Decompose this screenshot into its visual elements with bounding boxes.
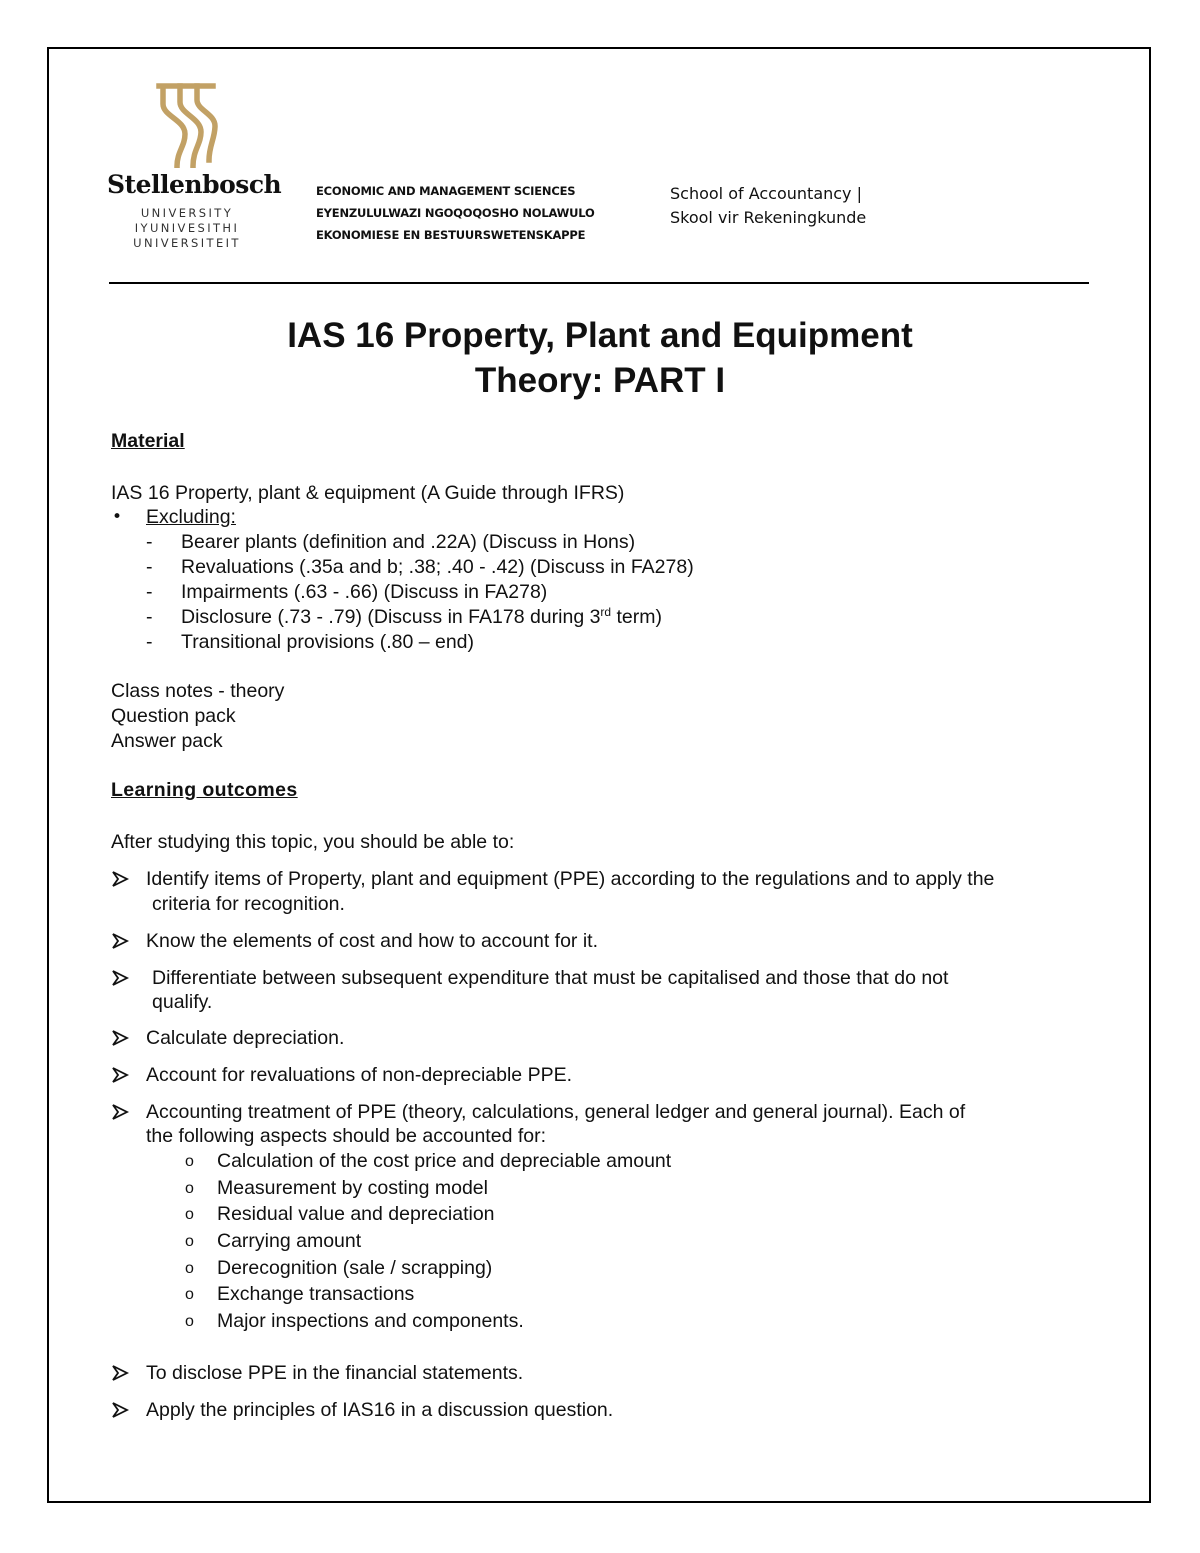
- outcome-item: Apply the principles of IAS16 in a discussion question.: [146, 1399, 614, 1421]
- resource-item: Question pack: [111, 705, 236, 727]
- dash-symbol: -: [146, 556, 153, 578]
- exclusion-item-disclosure: [181, 605, 662, 629]
- exclusion-item: Revaluations (.35a and b; .38; .40 - .42) (Discuss in FA278): [181, 556, 694, 578]
- logo-sub-xhosa: IYUNIVESITHI: [134, 221, 240, 235]
- university-crest-icon: [155, 82, 219, 168]
- school-line: Skool vir Rekeningkunde: [670, 208, 867, 227]
- logo-sub-afrikaans: UNIVERSITEIT: [133, 236, 241, 250]
- outcome-sub-item: Major inspections and components.: [217, 1310, 524, 1332]
- faculty-line: EKONOMIESE EN BESTUURSWETENSKAPPE: [316, 228, 586, 242]
- disclosure-text-end: term): [611, 606, 663, 628]
- outcome-sub-item: Measurement by costing model: [217, 1177, 488, 1199]
- circle-bullet: o: [185, 1233, 194, 1250]
- exclusion-item: Transitional provisions (.80 – end): [181, 631, 475, 653]
- arrowhead-bullet-icon: [110, 1361, 132, 1385]
- arrowhead-bullet-icon: [110, 867, 132, 891]
- faculty-line: ECONOMIC AND MANAGEMENT SCIENCES: [316, 184, 576, 198]
- arrowhead-bullet-icon: [110, 1026, 132, 1050]
- page-border: [47, 47, 1151, 1503]
- outcome-item-continued: qualify.: [152, 991, 213, 1013]
- outcomes-heading: Learning outcomes: [111, 779, 298, 801]
- outcome-sub-item: Carrying amount: [217, 1230, 362, 1252]
- arrowhead-bullet-icon: [110, 1063, 132, 1087]
- dash-symbol: -: [146, 606, 153, 628]
- circle-bullet: o: [185, 1260, 194, 1277]
- outcome-item-continued: criteria for recognition.: [152, 893, 345, 915]
- outcome-sub-item: Residual value and depreciation: [217, 1203, 495, 1225]
- stellenbosch-logo: [107, 82, 282, 254]
- faculty-line: EYENZULULWAZI NGOQOQOSHO NOLAWULO: [316, 206, 595, 220]
- outcome-item: Know the elements of cost and how to account for it.: [146, 930, 599, 952]
- outcome-item: Calculate depreciation.: [146, 1027, 345, 1049]
- school-line: School of Accountancy |: [670, 184, 862, 203]
- resource-item: Answer pack: [111, 730, 223, 752]
- exclusion-item: Impairments (.63 - .66) (Discuss in FA278): [181, 581, 548, 603]
- outcome-sub-item: Exchange transactions: [217, 1283, 415, 1305]
- circle-bullet: o: [185, 1286, 194, 1303]
- arrowhead-bullet-icon: [110, 1100, 132, 1124]
- outcome-item: Identify items of Property, plant and equipment (PPE) according to the regulations and to apply the: [146, 868, 995, 890]
- material-guide: IAS 16 Property, plant & equipment (A Guide through IFRS): [111, 482, 625, 504]
- material-heading: Material: [111, 430, 185, 452]
- ordinal-superscript: rd: [600, 605, 612, 619]
- outcome-item: Differentiate between subsequent expenditure that must be capitalised and those that do not: [152, 967, 949, 989]
- dash-symbol: -: [146, 531, 153, 553]
- logo-sub-english: UNIVERSITY: [140, 206, 234, 220]
- circle-bullet: o: [185, 1180, 194, 1197]
- outcome-item: Account for revaluations of non-depreciable PPE.: [146, 1064, 573, 1086]
- outcome-sub-item: Calculation of the cost price and depreciable amount: [217, 1150, 672, 1172]
- header-divider: [109, 282, 1089, 284]
- disclosure-text: Disclosure (.73 - .79) (Discuss in FA178 during 3: [181, 606, 601, 628]
- circle-bullet: o: [185, 1153, 194, 1170]
- dash-symbol: -: [146, 631, 153, 653]
- arrowhead-bullet-icon: [110, 929, 132, 953]
- circle-bullet: o: [185, 1313, 194, 1330]
- arrowhead-bullet-icon: [110, 966, 132, 990]
- page-title: IAS 16 Property, Plant and Equipment: [287, 316, 913, 355]
- circle-bullet: o: [185, 1206, 194, 1223]
- resource-item: Class notes - theory: [111, 680, 285, 702]
- dash-symbol: -: [146, 581, 153, 603]
- page-subtitle: Theory: PART I: [474, 361, 726, 400]
- school-name: [670, 182, 866, 230]
- excluding-label: Excluding:: [146, 506, 236, 528]
- logo-wordmark: Stellenbosch: [107, 170, 282, 199]
- outcome-sub-item: Derecognition (sale / scrapping): [217, 1257, 493, 1279]
- outcomes-intro: After studying this topic, you should be able to:: [111, 831, 515, 853]
- outcome-item: Accounting treatment of PPE (theory, calculations, general ledger and general journal). Each of: [146, 1101, 966, 1123]
- bullet-symbol: •: [112, 507, 123, 527]
- arrowhead-bullet-icon: [110, 1398, 132, 1422]
- outcome-item: To disclose PPE in the financial statements.: [146, 1362, 524, 1384]
- faculty-name: [316, 180, 595, 246]
- outcome-item-continued: the following aspects should be accounted for:: [146, 1125, 547, 1147]
- exclusion-item: Bearer plants (definition and .22A) (Discuss in Hons): [181, 531, 636, 553]
